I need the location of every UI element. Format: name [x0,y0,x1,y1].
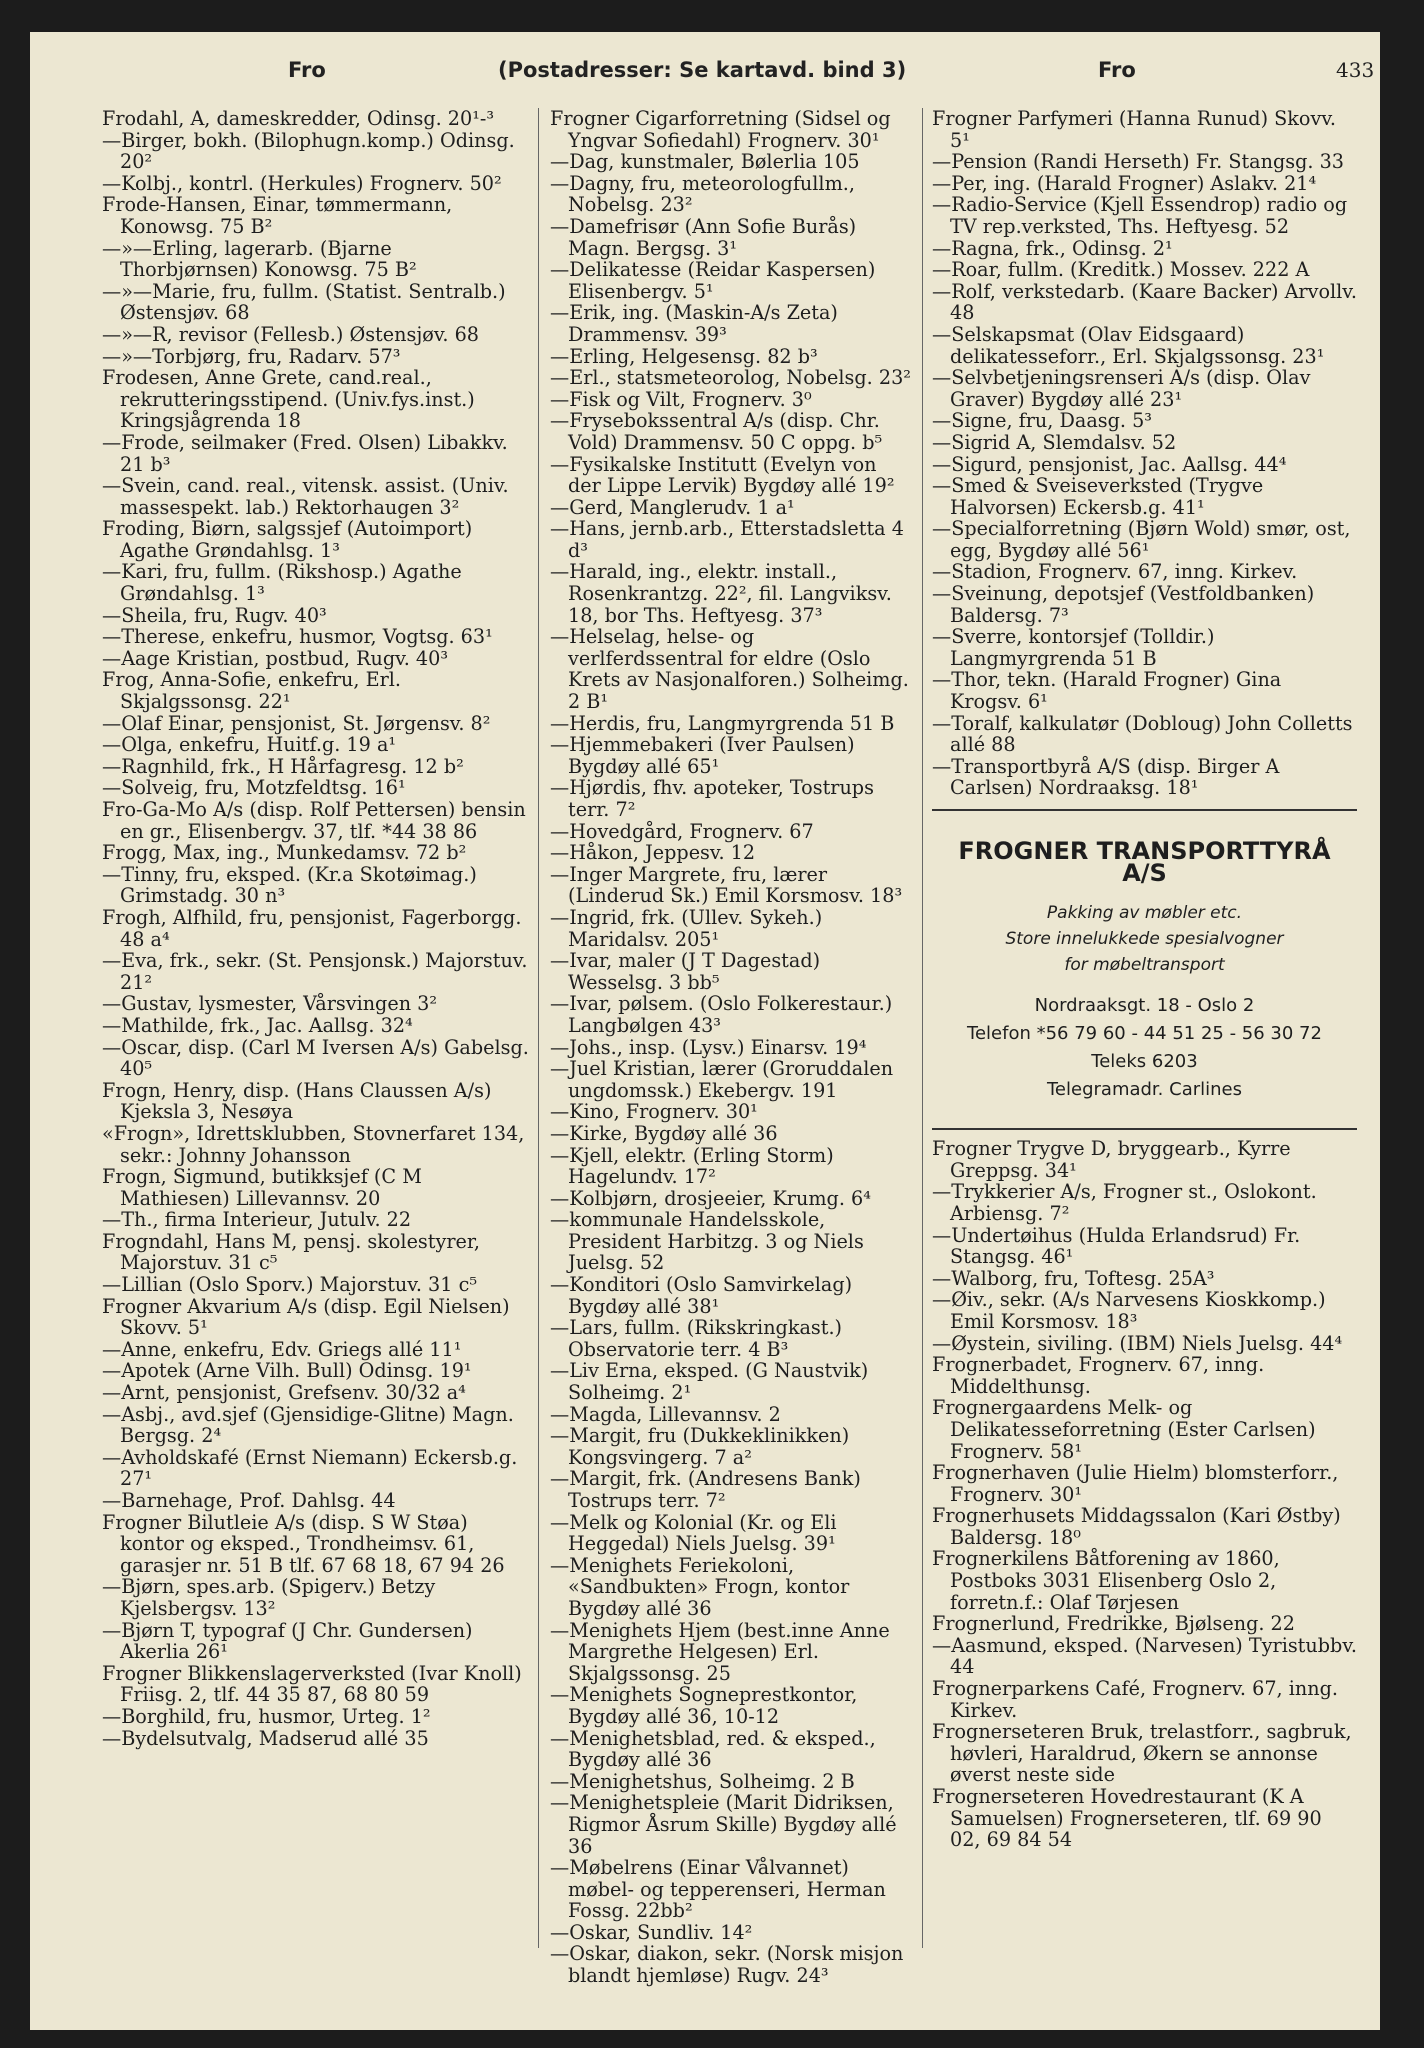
directory-entry: —Sverre, kontorsjef (Tolldir.) Langmyrgrenda 51 B [932,625,1215,670]
directory-entry: —Menighets Hjem (best.inne Anne Margrethe Helgesen) Erl. Skjalgssonsg. 25 [550,1618,890,1685]
directory-entry: Frogg, Max, ing., Munkedamsv. 72 b² [102,841,467,865]
directory-entry: —Menighets Sogneprestkontor, Bygdøy allé 36, 10-12 [550,1683,858,1728]
directory-entry: —Liv Erna, eksped. (G Naustvik) Solheimg. 2¹ [550,1359,869,1405]
directory-entry: —Birger, bokh. (Bilophugn.komp.) Odinsg. 20² [102,128,515,174]
directory-entry: Frodesen, Anne Grete, cand.real., rekrutteringsstipend. (Univ.fys.inst.) Kringsjågrenda 18 [102,366,475,433]
directory-entry: Frogner Akvarium A/s (disp. Egil Nielsen) Skovv. 5¹ [102,1294,510,1340]
directory-entry: —Delikatesse (Reidar Kaspersen) Elisenbergv. 5¹ [550,258,876,303]
directory-entry: —Øiv., sekr. (A/s Narvesens Kioskkomp.) Emil Korsmosv. 18³ [932,1288,1326,1333]
directory-entry: —Pension (Randi Herseth) Fr. Stangsg. 33 [932,150,1344,174]
directory-entry: Froding, Biørn, salgssjef (Autoimport) Agathe Grøndahlsg. 1³ [102,517,473,562]
directory-entry: Frog, Anna-Sofie, enkefru, Erl. Skjalgssonsg. 22¹ [102,668,401,714]
directory-entry: —Ivar, maler (J T Dagestad) Wesselsg. 3 bb⁵ [550,949,821,994]
directory-entry: —Menighetspleie (Marit Didriksen, Rigmor Åsrum Skille) Bygdøy allé 36 [550,1791,897,1858]
directory-entry: —Kino, Frognerv. 30¹ [550,1100,758,1124]
directory-entry: —Johs., insp. (Lysv.) Einarsv. 19⁴ [550,1035,867,1059]
ad-telex: Teleks 6203 [1091,1051,1198,1073]
directory-entry: —Walborg, fru, Toftesg. 25A³ [932,1266,1215,1290]
directory-entry: —Oskar, Sundliv. 14² [550,1920,753,1944]
directory-entry: —Ragna, frk., Odinsg. 2¹ [932,236,1173,260]
directory-entry: —Olaf Einar, pensjonist, St. Jørgensv. 8² [102,711,491,735]
directory-entry: —Smed & Sveiseverksted (Trygve Halvorsen) Eckersb.g. 41¹ [932,474,1264,519]
directory-entry: —Lars, fullm. (Rikskringkast.) Observatorie terr. 4 B³ [550,1316,843,1361]
column-1 [102,108,532,1749]
directory-entry: Frognerlund, Fredrikke, Bjølseng. 22 [932,1612,1295,1636]
directory-entry: —kommunale Handelsskole, President Harbitzg. 3 og Niels Juelsg. 52 [550,1208,864,1275]
column-divider [922,108,923,1948]
page-header [30,58,1380,98]
directory-entry: —Sheila, fru, Rugv. 40³ [102,603,327,627]
directory-entry: —Hjemmebakeri (Iver Paulsen) Bygdøy allé 65¹ [550,733,855,778]
directory-entry: —Radio-Service (Kjell Essendrop) radio og TV rep.verksted, Ths. Heftyesg. 52 [932,193,1348,238]
directory-entry: —Lillian (Oslo Sporv.) Majorstuv. 31 c⁵ [102,1273,478,1297]
directory-entry: —Undertøihus (Hulda Erlandsrud) Fr. Stangsg. 46¹ [932,1223,1301,1269]
header-center: (Postadresser: Se kartavd. bind 3) [498,58,907,82]
directory-entry: —Harald, ing., elektr. install., Rosenkrantzg. 22², fil. Langviksv. 18, bor Ths. Heftyesg. 37³ [550,560,892,627]
directory-entry: —Rolf, verkstedarb. (Kaare Backer) Arvollv. 48 [932,279,1357,325]
directory-entry: —Erik, ing. (Maskin-A/s Zeta) Drammensv. 39³ [550,301,838,346]
directory-entry: Fro-Ga-Mo A/s (disp. Rolf Pettersen) bensin en gr., Elisenbergv. 37, tlf. *44 38 86 [102,798,526,843]
directory-entry: —Per, ing. (Harald Frogner) Aslakv. 21⁴ [932,171,1317,195]
directory-entry: —Inger Margrete, fru, lærer (Linderud Sk.) Emil Korsmosv. 18³ [550,862,903,908]
directory-entry: —Specialforretning (Bjørn Wold) smør, ost, egg, Bygdøy allé 56¹ [932,517,1351,562]
directory-entry: Frognerbadet, Frognerv. 67, inng. Middelthunsg. [932,1353,1265,1398]
directory-entry: —»—Marie, fru, fullm. (Statist. Sentralb.) Østensjøv. 68 [102,279,506,325]
directory-entry: Frogndahl, Hans M, pensj. skolestyrer, Majorstuv. 31 c⁵ [102,1229,481,1275]
directory-entry: Frognerseteren Hovedrestaurant (K A Samuelsen) Frognerseteren, tlf. 69 90 02, 69 84 54 [932,1785,1322,1852]
ad-line: Pakking av møbler etc. [1046,903,1243,924]
directory-entry: —Signe, fru, Daasg. 5³ [932,409,1152,433]
directory-page [30,32,1380,2030]
directory-entry: —Mathilde, frk., Jac. Aallsg. 32⁴ [102,1013,413,1037]
directory-entry: —Frysebokssentral A/s (disp. Chr. Vold) Drammensv. 50 C oppg. b⁵ [550,409,883,454]
directory-entry: —Stadion, Frognerv. 67, inng. Kirkev. [932,560,1298,584]
ad-line: Store innelukkede spesialvogner [1005,929,1284,950]
directory-entry: —Aasmund, eksped. (Narvesen) Tyristubbv. 44 [932,1633,1357,1679]
directory-entry: —Kolbj., kontrl. (Herkules) Frognerv. 50² [102,171,502,195]
directory-entry: —Herdis, fru, Langmyrgrenda 51 B [550,711,895,735]
directory-entry: —»—Erling, lagerarb. (Bjarne Thorbjørnsen) Konowsg. 75 B² [102,236,417,282]
directory-entry: —Olga, enkefru, Huitf.g. 19 a¹ [102,733,397,757]
directory-entry: —Eva, frk., sekr. (St. Pensjonsk.) Majorstuv. 21² [102,949,528,994]
directory-entry: —Toralf, kalkulatør (Dobloug) John Colletts allé 88 [932,711,1353,757]
directory-entry: —Margit, frk. (Andresens Bank) Tostrups terr. 7² [550,1467,861,1512]
directory-entry: —Menighets Feriekoloni, «Sandbukten» Frogn, kontor Bygdøy allé 36 [550,1553,850,1620]
directory-entry: Frognerkilens Båtforening av 1860, Postboks 3031 Elisenberg Oslo 2, forretn.f.: Olaf Tørjesen [932,1547,1280,1614]
directory-entry: —Arnt, pensjonist, Grefsenv. 30/32 a⁴ [102,1381,466,1405]
directory-entry: —Menighetshus, Solheimg. 2 B [550,1769,855,1793]
directory-entry: —Bjørn, spes.arb. (Spigerv.) Betzy Kjelsbergsv. 13² [102,1575,436,1620]
directory-entry: —Apotek (Arne Vilh. Bull) Odinsg. 19¹ [102,1359,472,1383]
directory-entry: —Avholdskafé (Ernst Niemann) Eckersb.g. 27¹ [102,1445,518,1491]
directory-entry: —Frode, seilmaker (Fred. Olsen) Libakkv. 21 b³ [102,430,508,476]
directory-entry: —Fisk og Vilt, Frognerv. 3⁰ [550,387,812,411]
directory-entry: Frognerhusets Middagssalon (Kari Østby) Baldersg. 18⁰ [932,1504,1341,1549]
directory-entry: —Aage Kristian, postbud, Rugv. 40³ [102,646,449,670]
directory-entry: —Melk og Kolonial (Kr. og Eli Heggedal) Niels Juelsg. 39¹ [550,1510,837,1556]
column-3-bottom [932,1138,1357,1851]
directory-entry: —Ivar, pølsem. (Oslo Folkerestaur.) Langbølgen 43³ [550,992,893,1037]
directory-entry: Frogner Parfymeri (Hanna Runud) Skovv. 5¹ [932,107,1336,152]
directory-entry: —Gerd, Manglerudv. 1 a¹ [550,495,795,519]
directory-entry: —Ragnhild, frk., H Hårfagresg. 12 b² [102,754,464,778]
directory-entry: «Frogn», Idrettsklubben, Stovnerfaret 134, sekr.: Johnny Johansson [102,1121,525,1167]
column-2 [550,108,912,1987]
page-number: 433 [1336,58,1375,82]
directory-entry: —Kari, fru, fullm. (Rikshosp.) Agathe Grøndahlsg. 1³ [102,560,462,606]
directory-entry: —Hovedgård, Frognerv. 67 [550,819,814,843]
directory-entry: —Tinny, fru, eksped. (Kr.a Skotøimag.) Grimstadg. 30 n³ [102,862,477,908]
directory-entry: —Sigrid A, Slemdalsv. 52 [932,430,1177,454]
directory-entry: —Håkon, Jeppesv. 12 [550,841,756,865]
directory-entry: —Erl., statsmeteorolog, Nobelsg. 23² [550,366,911,390]
directory-entry: —Dag, kunstmaler, Bølerlia 105 [550,150,860,174]
directory-entry: Frogn, Henry, disp. (Hans Claussen A/s) Kjeksla 3, Nesøya [102,1078,492,1124]
directory-entry: —Bjørn T, typograf (J Chr. Gundersen) Akerlia 26¹ [102,1618,473,1664]
directory-entry: —Selskapsmat (Olav Eidsgaard) delikatesseforr., Erl. Skjalgssonsg. 23¹ [932,322,1325,368]
ad-telegram: Telegramadr. Carlines [1047,1079,1242,1101]
directory-entry: —Øystein, siviling. (IBM) Niels Juelsg. 44⁴ [932,1331,1343,1355]
directory-entry: —Anne, enkefru, Edv. Griegs allé 11¹ [102,1337,462,1361]
directory-entry: Frogh, Alfhild, fru, pensjonist, Fagerborgg. 48 a⁴ [102,905,522,951]
column-3 [932,108,1357,1851]
directory-entry: —Therese, enkefru, husmor, Vogtsg. 63¹ [102,625,493,649]
directory-entry: —Margit, fru (Dukkeklinikken) Kongsvingerg. 7 a² [550,1424,850,1469]
directory-entry: Frognergaardens Melk- og Delikatesseforretning (Ester Carlsen) Frognerv. 58¹ [932,1396,1316,1463]
directory-entry: Frode-Hansen, Einar, tømmermann, Konowsg. 75 B² [102,193,453,238]
directory-entry: —Ingrid, frk. (Ullev. Sykeh.) Maridalsv. 205¹ [550,905,823,951]
directory-entry: —Sigurd, pensjonist, Jac. Aallsg. 44⁴ [932,452,1287,476]
directory-entry: —Magda, Lillevannsv. 2 [550,1402,781,1426]
directory-entry: —Svein, cand. real., vitensk. assist. (Univ. massespekt. lab.) Rektorhaugen 3² [102,474,509,519]
header-right: Fro [1098,58,1136,82]
directory-entry: —Konditori (Oslo Samvirkelag) Bygdøy allé 38¹ [550,1273,853,1318]
directory-entry: Frognerparkens Café, Frognerv. 67, inng. Kirkev. [932,1677,1338,1722]
directory-entry: Frogner Trygve D, bryggearb., Kyrre Greppsg. 34¹ [932,1137,1291,1182]
directory-entry: Frogner Blikkenslagerverksted (Ivar Knoll) Friisg. 2, tlf. 44 35 87, 68 80 59 [102,1661,522,1707]
directory-entry: —Thor, tekn. (Harald Frogner) Gina Krogsv. 6¹ [932,668,1282,714]
directory-entry: —Gustav, lysmester, Vårsvingen 3² [102,992,438,1016]
directory-entry: —Bydelsutvalg, Madserud allé 35 [102,1726,429,1750]
directory-entry: —Sveinung, depotsjef (Vestfoldbanken) Baldersg. 7³ [932,582,1315,627]
directory-entry: —Damefrisør (Ann Sofie Burås) Magn. Bergsg. 3¹ [550,214,857,260]
directory-entry: —Roar, fullm. (Kreditk.) Mossev. 222 A [932,258,1310,282]
directory-entry: —Møbelrens (Einar Vålvannet) møbel- og tepperenseri, Herman Fossg. 22bb² [550,1856,886,1923]
directory-entry: —Kolbjørn, drosjeeier, Krumg. 6⁴ [550,1186,871,1210]
directory-entry: Frogn, Sigmund, butikksjef (C M Mathiesen) Lillevannsv. 20 [102,1165,422,1210]
directory-entry: —Transportbyrå A/S (disp. Birger A Carlsen) Nordraaksg. 18¹ [932,754,1280,800]
directory-entry: —Erling, Helgesensg. 82 b³ [550,344,818,368]
directory-entry: —»—Torbjørg, fru, Radarv. 57³ [102,344,401,368]
directory-entry: Frogner Cigarforretning (Sidsel og Yngvar Sofiedahl) Frognerv. 30¹ [550,107,891,152]
directory-entry: —Solveig, fru, Motzfeldtsg. 16¹ [102,776,406,800]
column-3-top [932,108,1357,799]
directory-entry: —Oskar, diakon, sekr. (Norsk misjon blandt hjemløse) Rugv. 24³ [550,1942,904,1988]
directory-entry: —Trykkerier A/s, Frogner st., Oslokont. Arbiensg. 7² [932,1180,1317,1225]
header-left: Fro [288,58,326,82]
directory-entry: —Menighetsblad, red. & eksped., Bygdøy allé 36 [550,1726,876,1772]
directory-entry: —Th., firma Interieur, Jutulv. 22 [102,1208,412,1232]
directory-entry: —Helselag, helse- og verlferdssentral for eldre (Oslo Krets av Nasjonalforen.) Solheimg. 2 B¹ [550,625,909,714]
directory-entry: Frognerhaven (Julie Hielm) blomsterforr., Frognerv. 30¹ [932,1461,1339,1506]
directory-entry: —»—R, revisor (Fellesb.) Østensjøv. 68 [102,322,480,346]
directory-entry: —Kjell, elektr. (Erling Storm) Hagelundv. 17² [550,1143,834,1189]
ad-address: Nordraaksgt. 18 - Oslo 2 [1034,995,1255,1017]
directory-entry: —Barnehage, Prof. Dahlsg. 44 [102,1489,396,1512]
directory-entry: —Oscar, disp. (Carl M Iversen A/s) Gabelsg. 40⁵ [102,1035,529,1081]
advertisement [932,809,1357,1130]
ad-title: FROGNER TRANSPORTTYRÅ A/S [958,837,1331,887]
directory-entry: —Borghild, fru, husmor, Urteg. 1² [102,1704,431,1728]
column-divider [538,108,539,1948]
directory-entry: —Fysikalske Institutt (Evelyn von der Lippe Lervik) Bygdøy allé 19² [550,452,895,498]
directory-entry: —Hjørdis, fhv. apoteker, Tostrups terr. 7² [550,776,874,821]
directory-entry: —Hans, jernb.arb., Etterstadsletta 4 d³ [550,517,904,562]
ad-line: for møbeltransport [1064,955,1225,976]
directory-entry: —Juel Kristian, lærer (Groruddalen ungdomssk.) Ekebergv. 191 [550,1057,894,1102]
directory-entry: —Asbj., avd.sjef (Gjensidige-Glitne) Magn. Bergsg. 2⁴ [102,1402,514,1448]
directory-entry: —Kirke, Bygdøy allé 36 [550,1121,778,1145]
directory-entry: Frodahl, A, dameskredder, Odinsg. 20¹-³ [102,107,495,130]
ad-phone: Telefon *56 79 60 - 44 51 25 - 56 30 72 [967,1023,1322,1045]
directory-entry: —Dagny, fru, meteorologfullm., Nobelsg. 23² [550,171,855,217]
directory-entry: Frognerseteren Bruk, trelastforr., sagbruk, høvleri, Haraldrud, Økern se annonse øverst neste side [932,1720,1352,1787]
directory-entry: Frogner Bilutleie A/s (disp. S W Støa) kontor og eksped., Trondheimsv. 61, garasjer nr. 51 B tlf. 67 68 18, 67 94 26 [102,1510,505,1577]
directory-entry: —Selvbetjeningsrenseri A/s (disp. Olav Graver) Bygdøy allé 23¹ [932,366,1311,411]
